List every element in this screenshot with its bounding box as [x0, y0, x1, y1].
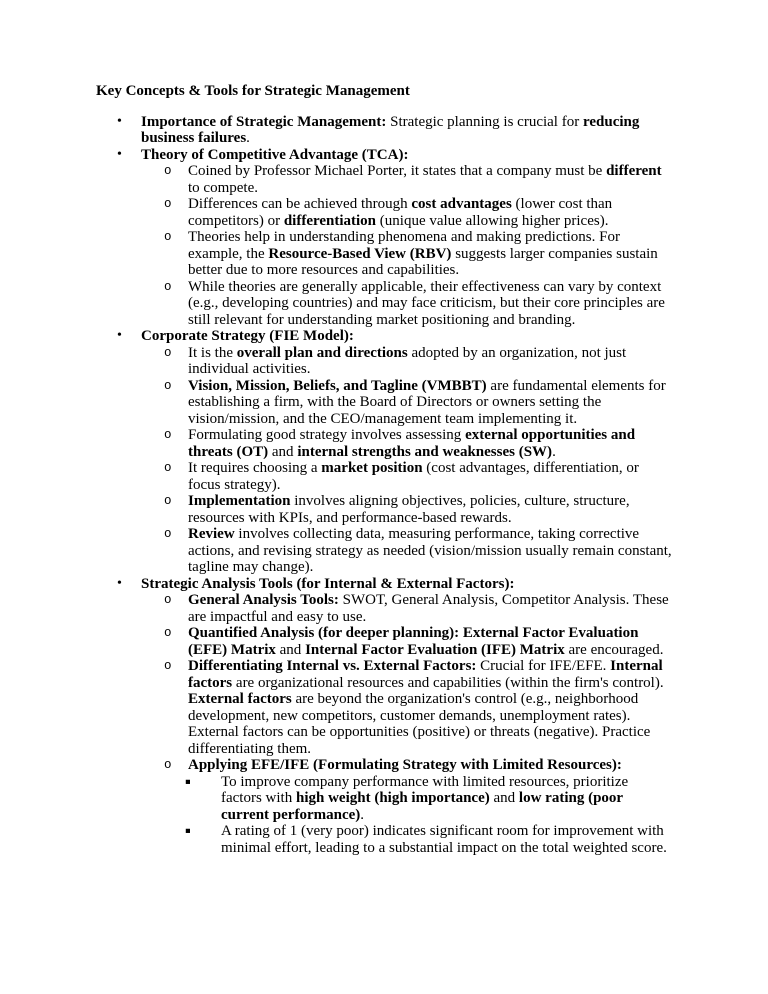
list-item-text: Coined by Professor Michael Porter, it states that a company must be different to compete.: [188, 163, 662, 196]
list-item: [96, 774, 672, 824]
list-item: [96, 147, 672, 164]
bullet-circle-icon: o: [164, 345, 172, 360]
list-item-text: Review involves collecting data, measuring performance, taking corrective actions, and revising strategy as needed (vision/mission usually remain constant, tagline may change).: [188, 526, 672, 575]
list-item: [96, 576, 672, 593]
bullet-circle-icon: o: [164, 428, 172, 442]
bullet-circle-icon: o: [164, 626, 172, 640]
bullet-circle-icon: o: [164, 494, 172, 508]
list-item: [96, 328, 672, 345]
list-item-text: To improve company performance with limited resources, prioritize factors with high weight (high importance) and low rating (poor current performance).: [221, 773, 629, 823]
list-item: [96, 757, 672, 774]
list-item-text: Differentiating Internal vs. External Factors: Crucial for IFE/EFE. Internal factors are organizational resources and capabilities (within the firm's control). External factors are beyond the organization's control (e.g., neighborhood development, new competitors, customer demands, unemployment rates). External factors can be opportunities (positive) or threats (negative). Practice differentiating them.: [188, 658, 664, 757]
list-item: [96, 592, 672, 625]
list-item: [96, 493, 672, 526]
bullet-disc-icon: •: [117, 328, 122, 343]
list-item-text: General Analysis Tools: SWOT, General Analysis, Competitor Analysis. These are impactful and easy to use.: [188, 592, 669, 625]
list-item-text: Formulating good strategy involves assessing external opportunities and threats (OT) and internal strengths and weaknesses (SW).: [188, 427, 636, 460]
list-item-text: Differences can be achieved through cost advantages (lower cost than competitors) or differentiation (unique value allowing higher prices).: [188, 196, 613, 229]
list-item-text: While theories are generally applicable, their effectiveness can vary by context (e.g., developing countries) and may face criticism, but their core principles are still relevant for understanding market positioning and branding.: [188, 278, 665, 328]
bullet-circle-icon: o: [164, 527, 172, 541]
bullet-square-icon: ▪: [185, 776, 191, 787]
bullet-circle-icon: o: [164, 164, 172, 178]
list-item: [96, 279, 672, 329]
bullet-circle-icon: o: [164, 593, 172, 607]
list-item-text: Applying EFE/IFE (Formulating Strategy with Limited Resources):: [188, 757, 622, 773]
list-item: [96, 163, 672, 196]
bullet-circle-icon: o: [164, 461, 172, 475]
list-item: [96, 114, 672, 147]
list-item-text: It is the overall plan and directions adopted by an organization, not just individual activities.: [188, 344, 627, 377]
list-item: [96, 526, 672, 576]
list-item-text: Quantified Analysis (for deeper planning): External Factor Evaluation (EFE) Matrix and Internal Factor Evaluation (IFE) Matrix are encouraged.: [188, 625, 664, 658]
bullet-circle-icon: o: [164, 279, 172, 294]
bullet-disc-icon: •: [117, 575, 122, 591]
list-item: [96, 625, 672, 658]
list-item-text: Implementation involves aligning objectives, policies, culture, structure, resources with KPIs, and performance-based rewards.: [188, 493, 630, 526]
list-item: [96, 345, 672, 378]
bullet-disc-icon: •: [117, 146, 122, 162]
bullet-square-icon: ▪: [185, 826, 191, 836]
list-item: [96, 427, 672, 460]
list-item: [96, 196, 672, 229]
bullet-circle-icon: o: [164, 197, 172, 211]
bullet-disc-icon: •: [117, 113, 122, 129]
list-item: [96, 460, 672, 493]
document-title: Key Concepts & Tools for Strategic Management: [96, 83, 410, 99]
list-item-text: It requires choosing a market position (cost advantages, differentiation, or focus strategy).: [188, 460, 639, 493]
list-item: [96, 823, 672, 856]
bullet-circle-icon: o: [164, 230, 172, 244]
list-item-text: Strategic Analysis Tools (for Internal & External Factors):: [141, 575, 515, 592]
list-item-text: Importance of Strategic Management: Strategic planning is crucial for reducing business failures.: [141, 113, 640, 146]
list-item: [96, 378, 672, 428]
list-item: [96, 658, 672, 757]
bullet-circle-icon: o: [164, 758, 172, 772]
bullet-circle-icon: o: [164, 659, 172, 673]
list-item: [96, 229, 672, 279]
document-list: [96, 114, 672, 857]
list-item-text: Theory of Competitive Advantage (TCA):: [141, 146, 409, 163]
list-item-text: Vision, Mission, Beliefs, and Tagline (VMBBT) are fundamental elements for establishing a firm, with the Board of Directors or owners setting the vision/mission, and the CEO/management team implementing it.: [188, 377, 666, 427]
list-item-text: A rating of 1 (very poor) indicates significant room for improvement with minimal effort, leading to a substantial impact on the total weighted score.: [221, 823, 667, 856]
list-item-text: Theories help in understanding phenomena and making predictions. For example, the Resource-Based View (RBV) suggests larger companies sustain better due to more resources and capabilities.: [188, 229, 658, 278]
list-item-text: Corporate Strategy (FIE Model):: [141, 328, 354, 344]
bullet-circle-icon: o: [164, 378, 172, 393]
